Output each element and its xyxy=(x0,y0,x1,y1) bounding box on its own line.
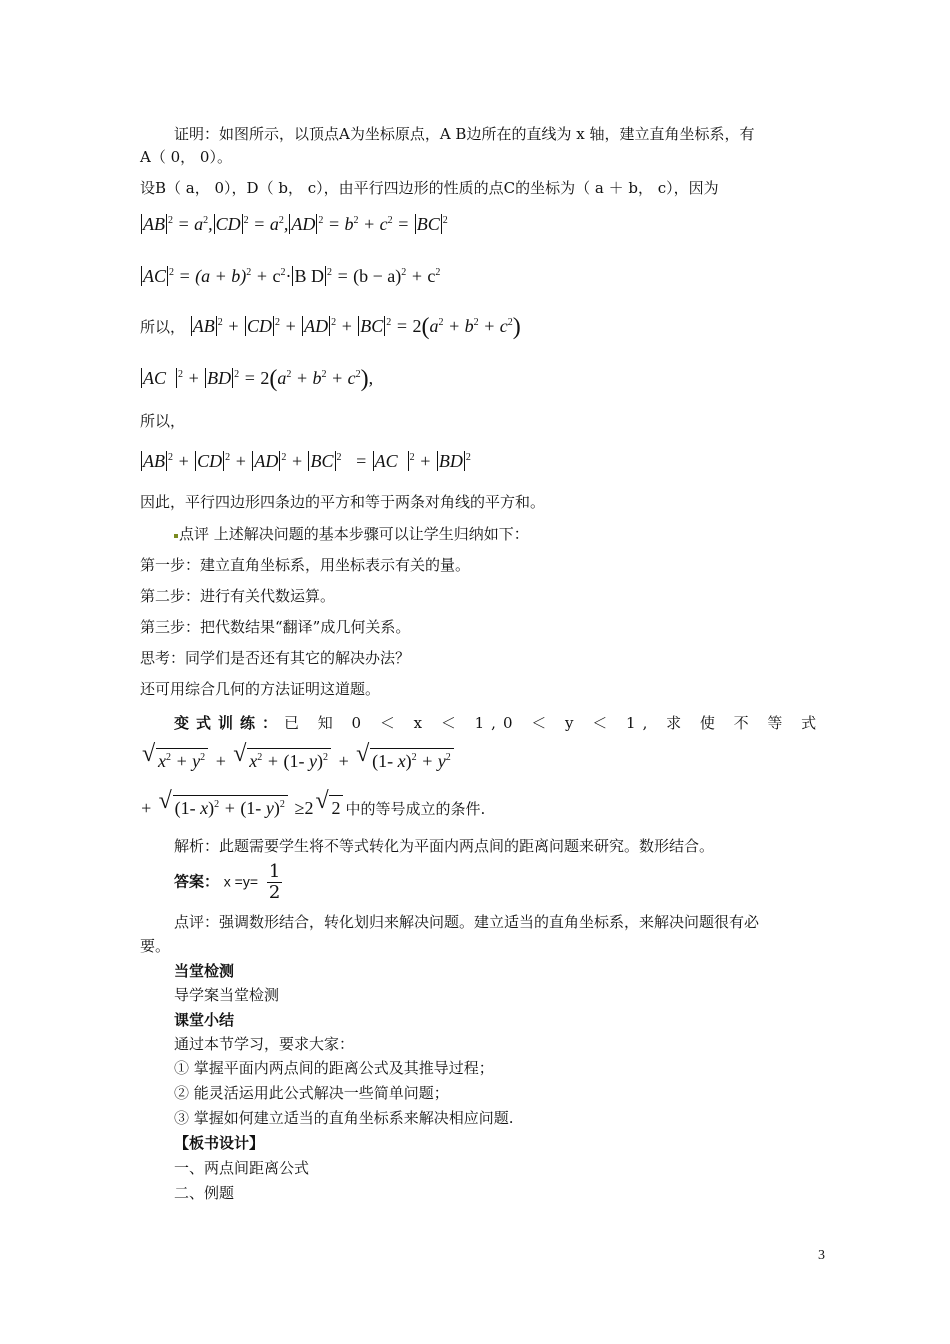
step-3: 第三步：把代数结果“翻译”成几何关系。 xyxy=(140,618,411,636)
formula-side-squares: AB $^2 = a^2$, CD $^2 = a^2$, AD $^2 = b^2 + c^2$ = BC $^2$ xyxy=(143,214,448,234)
board-heading: 【板书设计】 xyxy=(174,1134,265,1152)
inequality-part-2: + √ (1- x)$^2$ + (1- y)$^2$ ≥2√ 2 中的等号成立的条件. xyxy=(140,795,485,819)
summary-intro: 通过本节学习，要求大家： xyxy=(174,1035,355,1053)
answer-label: 答案： xyxy=(174,872,220,891)
step-1: 第一步：建立直角坐标系，用坐标表示有关的量。 xyxy=(140,556,471,574)
bullet-mark-icon xyxy=(174,534,178,538)
proof-line-1: 证明：如图所示，以顶点A为坐标原点，A B边所在的直线为 x 轴，建立直角坐标系，有 xyxy=(174,125,755,143)
inequality-part-1: √ $x^2 + y^2$ + √ $x^2 + (1-$ y)$^2$ + √ (1- $x)^2 + y^2$ xyxy=(140,748,456,771)
summary-item-3: ③ 掌握如何建立适当的直角坐标系来解决相应问题. xyxy=(174,1109,514,1127)
so-label-1: 所以， xyxy=(140,318,186,336)
proof-line-3: 设B（ a， 0），D（ b， c），由平行四边形的性质的点C的坐标为（ a ＋ b， c），因为 xyxy=(140,179,719,197)
summary-item-2: ② 能灵活运用此公式解决一些简单问题； xyxy=(174,1084,449,1102)
answer-value: x =y= xyxy=(223,873,259,890)
comment-line-2: 要。 xyxy=(140,937,171,955)
step-2: 第二步：进行有关代数运算。 xyxy=(140,587,336,605)
board-item-1: 一、两点间距离公式 xyxy=(174,1159,310,1177)
check-heading: 当堂检测 xyxy=(174,962,235,980)
answer xyxy=(174,862,282,903)
proof-line-2: A（ 0， 0）。 xyxy=(140,148,232,166)
summary-item-1: ① 掌握平面内两点间的距离公式及其推导过程； xyxy=(174,1059,494,1077)
formula-parallelogram-identity: AB $^2$ + CD $^2$ + AD $^2$ + BC $^2$ = AC $^2$ + BD $^2$ xyxy=(143,451,471,471)
so-label-2: 所以， xyxy=(140,412,186,430)
think-question: 思考：同学们是否还有其它的解决办法？ xyxy=(140,649,411,667)
formula-diagonal-squares: AC $^2 = (a + b)^2 + c^2\cdot B$ D $^2 = (b - a)^2 + c^2$ xyxy=(143,266,441,286)
board-item-2: 二、例题 xyxy=(174,1184,235,1202)
page-number: 3 xyxy=(818,1248,825,1263)
conclusion: 因此，平行四边形四条边的平方和等于两条对角线的平方和。 xyxy=(140,493,546,511)
check-body: 导学案当堂检测 xyxy=(174,986,280,1004)
analysis: 解析：此题需要学生将不等式转化为平面内两点间的距离问题来研究。数形结合。 xyxy=(174,837,715,855)
alternative-method: 还可用综合几何的方法证明这道题。 xyxy=(140,680,381,698)
variant-label: 变式训练： xyxy=(174,714,285,732)
answer-fraction: $\frac{1}{2}$ xyxy=(268,861,281,903)
summary-heading: 课堂小结 xyxy=(174,1011,235,1029)
formula-sum-diagonals: AC $^2$ + BD $^2 = 2(a^2 + b^2 + c^2)$, xyxy=(143,366,374,392)
variant-training xyxy=(174,713,824,733)
variant-condition: 已 知 0 ＜ x ＜ 1,0 ＜ y ＜ 1, 求 使 不 等 式 xyxy=(284,714,824,732)
formula-sum-sides: 所以， AB $^2$ + CD $^2$ + AD $^2$ + BC $^2 = 2(a^2 + b^2 + c^2)$ xyxy=(140,314,521,340)
comment-line-1: 点评：强调数形结合，转化划归来解决问题。建立适当的直角坐标系，来解决问题很有必 xyxy=(174,913,760,931)
inequality-tail: 中的等号成立的条件. xyxy=(345,800,486,818)
review-label: 点评 上述解决问题的基本步骤可以让学生归纳如下： xyxy=(174,524,529,544)
